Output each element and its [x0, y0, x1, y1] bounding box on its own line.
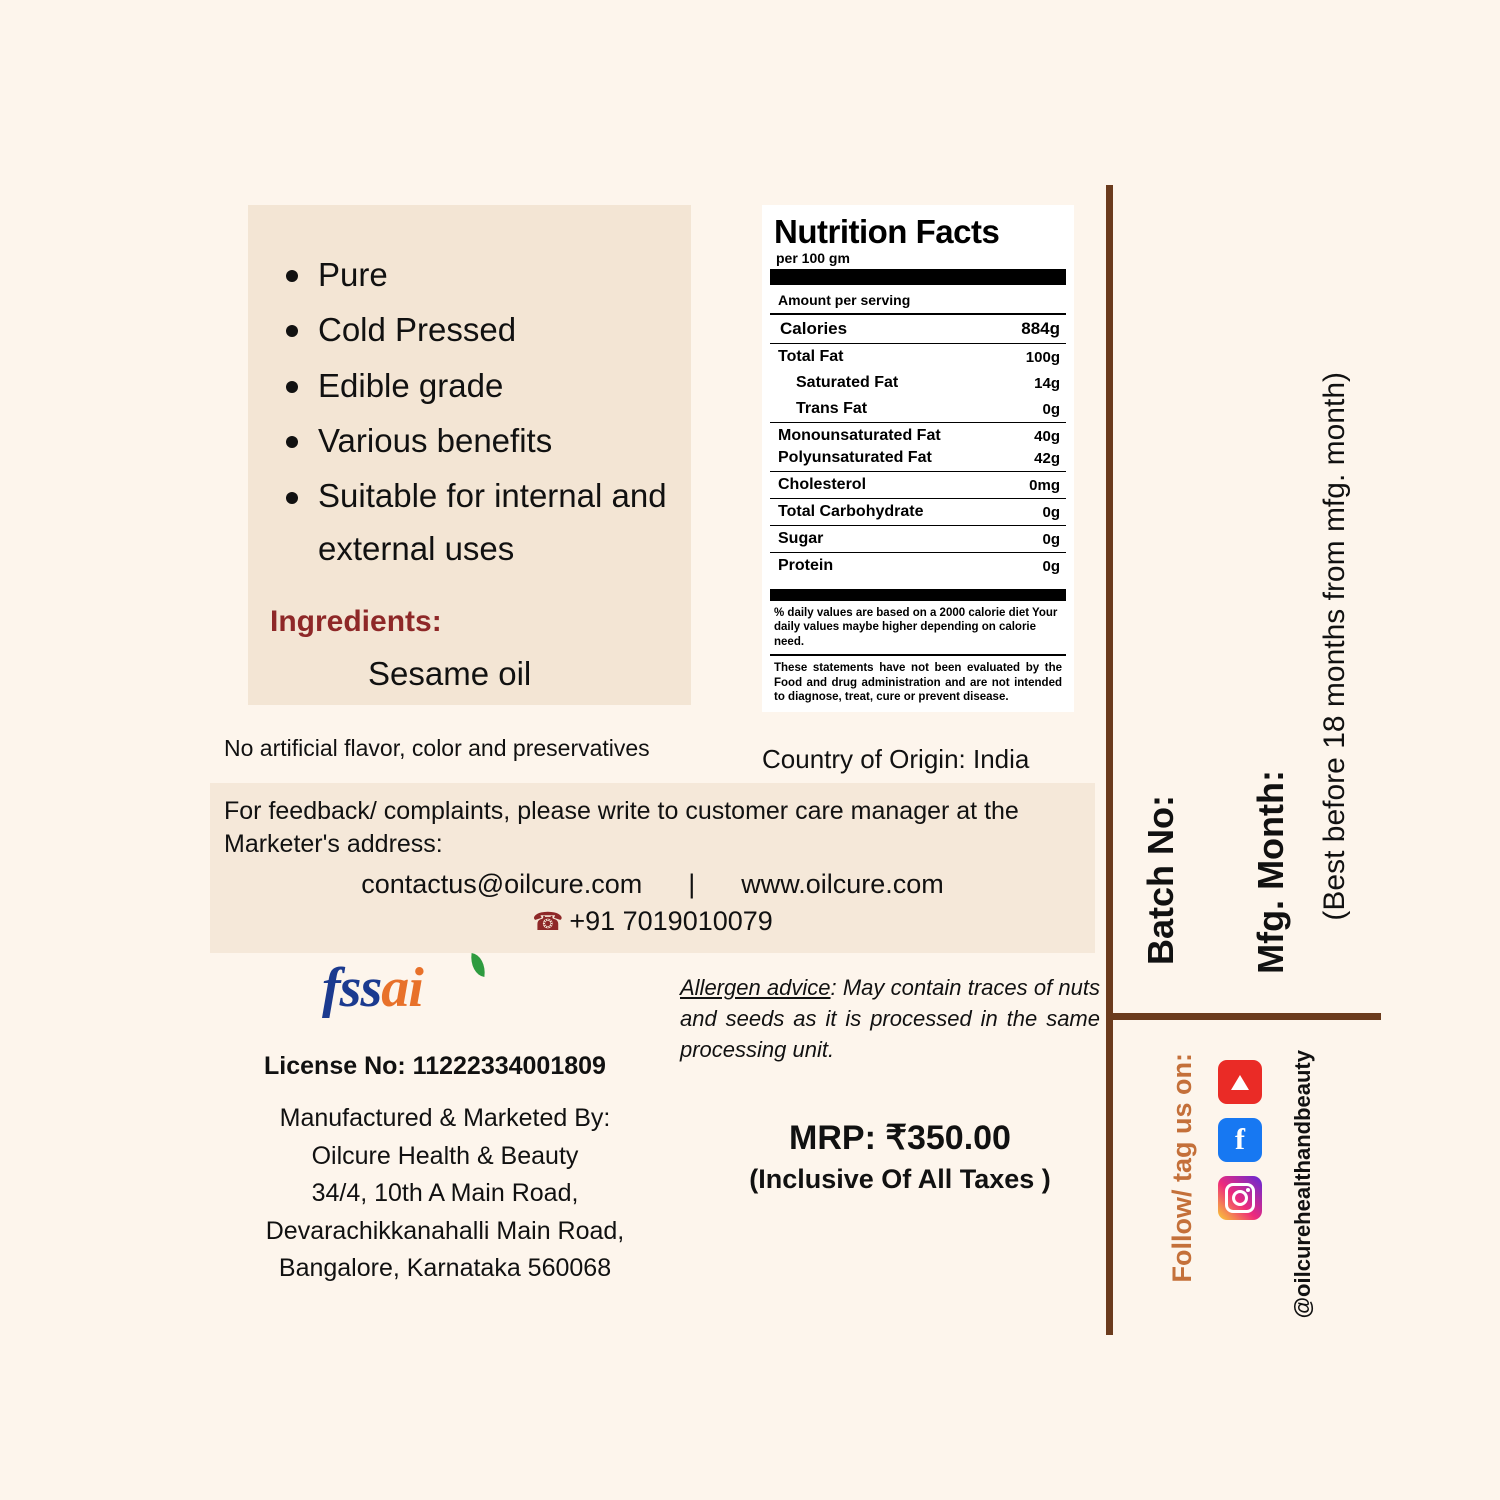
facebook-icon[interactable]: f: [1218, 1118, 1262, 1162]
nutrient-value: 0g: [1042, 531, 1060, 548]
manufacturer-address-line2: Devarachikkanahalli Main Road,: [265, 1216, 625, 1245]
nutrient-value: 100g: [1025, 349, 1060, 366]
feature-item: Suitable for internal and external uses: [270, 469, 669, 576]
nutrient-label: Cholesterol: [778, 476, 867, 493]
instagram-icon[interactable]: [1218, 1176, 1262, 1220]
social-icons: [1218, 1060, 1264, 1234]
manufacturer-address-line3: Bangalore, Karnataka 560068: [278, 1254, 612, 1282]
allergen-text: : May contain traces of nuts and seeds as it is processed in the same processing unit.: [680, 975, 1100, 1063]
allergen-label: Allergen advice: [680, 975, 831, 1000]
feature-item: Various benefits: [270, 413, 669, 468]
nutrient-label: Trans Fat: [796, 400, 868, 417]
nutrient-label: Monounsaturated Fat: [778, 427, 941, 444]
feature-item: Cold Pressed: [270, 302, 669, 357]
nutrient-row: [770, 526, 1066, 552]
features-list: [248, 205, 691, 576]
nutrition-calories-row: [770, 315, 1066, 344]
no-artificial-claim: No artificial flavor, color and preservatives: [224, 735, 650, 761]
nutrient-row: [770, 396, 1066, 422]
manufacturer-block: [225, 1100, 665, 1288]
contact-separator: |: [688, 869, 696, 899]
mfg-month-label: Mfg. Month:: [1250, 770, 1291, 974]
youtube-icon[interactable]: [1218, 1060, 1262, 1104]
nutrition-facts-panel: [762, 205, 1074, 712]
nutrient-value: 0g: [1042, 504, 1060, 521]
nutrition-footnote-daily-values: % daily values are based on a 2000 calorie diet Your daily values maybe higher depending on calorie need.: [774, 607, 1058, 648]
nutrient-value: 40g: [1034, 428, 1060, 445]
manufacturer-address-line1: 34/4, 10th A Main Road,: [311, 1179, 579, 1207]
best-before-note: (Best before 18 months from mfg. month): [1318, 372, 1351, 921]
fssai-license-number: License No: 11222334001809: [264, 1052, 606, 1080]
nutrient-label: Polyunsaturated Fat: [778, 449, 932, 466]
nutrient-label: Sugar: [778, 530, 824, 547]
nutrient-row: [770, 423, 1066, 449]
feature-item: Edible grade: [270, 358, 669, 413]
nutrient-row: [770, 553, 1066, 579]
allergen-advice: [680, 972, 1100, 1066]
mrp-value: MRP: ₹350.00: [789, 1119, 1011, 1157]
social-handle: @oilcurehealthandbeauty: [1290, 1050, 1315, 1319]
feature-item: Pure: [270, 247, 669, 302]
vertical-divider: [1106, 185, 1113, 1335]
nutrition-divider-bottom: [770, 589, 1066, 601]
fssai-logo-text: fssai: [322, 957, 423, 1019]
ingredients-value: Sesame oil: [368, 655, 532, 692]
nutrient-label: Total Fat: [778, 348, 844, 365]
nutrient-label: Saturated Fat: [796, 374, 899, 391]
nutrient-value: 14g: [1034, 375, 1060, 392]
nutrient-value: 0g: [1042, 558, 1060, 575]
contact-line: [224, 869, 1081, 900]
ingredients-label: Ingredients:: [270, 605, 442, 638]
batch-no-label: Batch No:: [1140, 795, 1181, 965]
manufacturer-heading: Manufactured & Marketed By:: [279, 1104, 611, 1132]
nutrition-divider-thick: [770, 269, 1066, 285]
nutrition-footnote-fda: These statements have not been evaluated by the Food and drug administration and are not intended to diagnose, treat, cure or prevent disease.: [770, 654, 1066, 704]
calories-label: Calories: [780, 319, 848, 338]
features-panel: [248, 205, 691, 705]
nutrient-row: [770, 449, 1066, 471]
follow-label: Follow/ tag us on:: [1167, 1053, 1197, 1283]
nutrition-serving-basis: per 100 gm: [776, 250, 850, 266]
nutrient-value: 0mg: [1029, 477, 1060, 494]
feedback-instruction: For feedback/ complaints, please write to customer care manager at the Marketer's address:: [224, 797, 1019, 858]
nutrition-amount-per-serving: Amount per serving: [770, 285, 1066, 315]
feedback-band: [210, 783, 1095, 953]
nutrient-row: [770, 499, 1066, 525]
mrp-tax-note: (Inclusive Of All Taxes ): [749, 1164, 1051, 1194]
nutrient-row: [770, 344, 1066, 370]
horizontal-divider: [1106, 1013, 1381, 1020]
calories-value: 884g: [1021, 319, 1060, 338]
fssai-logo: [322, 957, 492, 1022]
nutrient-row: [770, 370, 1066, 396]
mrp-block: [700, 1118, 1100, 1195]
manufacturer-name: Oilcure Health & Beauty: [311, 1141, 579, 1170]
contact-phone[interactable]: +91 7019010079: [569, 906, 773, 936]
nutrition-title: Nutrition Facts: [774, 213, 1000, 250]
nutrient-value: 42g: [1034, 450, 1060, 467]
nutrient-label: Protein: [778, 557, 834, 574]
phone-icon: ☎: [532, 908, 564, 936]
nutrient-value: 0g: [1042, 401, 1060, 418]
phone-line: [224, 906, 1081, 937]
nutrient-label: Total Carbohydrate: [778, 503, 924, 520]
country-of-origin: Country of Origin: India: [762, 744, 1030, 774]
nutrient-row: [770, 472, 1066, 498]
contact-email[interactable]: contactus@oilcure.com: [361, 869, 643, 899]
contact-website[interactable]: www.oilcure.com: [741, 869, 944, 899]
